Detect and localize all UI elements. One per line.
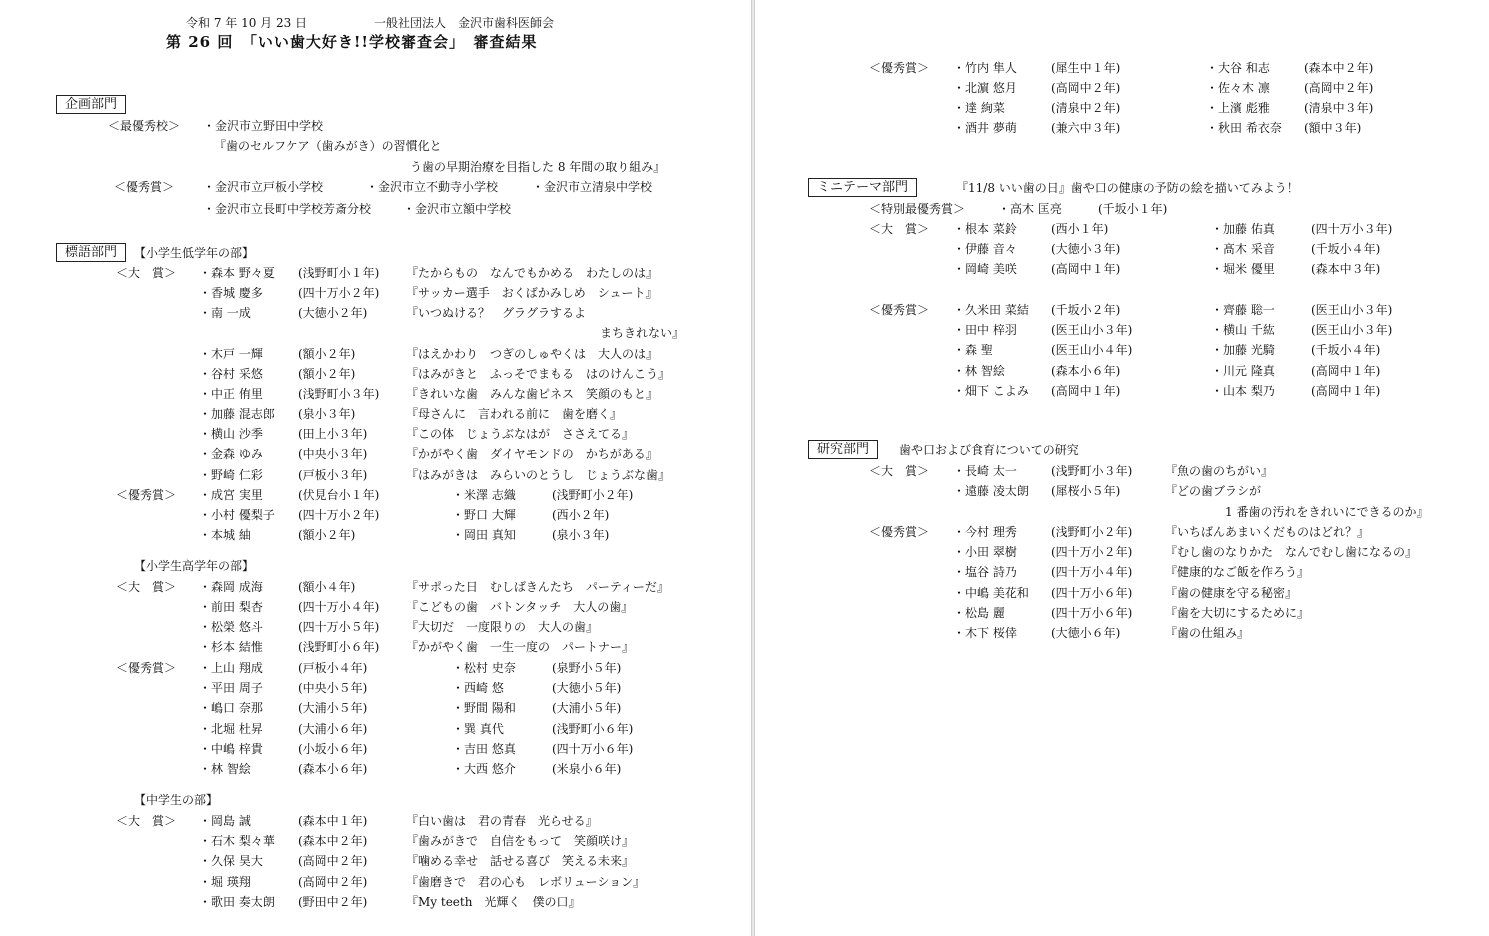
winner-school: (戸板小４年) <box>298 661 368 675</box>
winner-entry-title: 『かがやく歯 ダイヤモンドの かちがある』 <box>406 447 658 462</box>
winner-school: (森本小６年) <box>298 762 368 776</box>
winner-school: (高岡中２年) <box>298 874 368 889</box>
winner-entry-title: 『きれいな歯 みんな歯ピネス 笑顔のもと』 <box>406 386 659 401</box>
award-label-excellent: ＜優秀賞＞ <box>116 488 177 502</box>
winner-name: ・塩谷 詩乃 <box>953 565 1017 580</box>
winner-school: (四十万小６年) <box>1051 605 1133 620</box>
winner-school: (額小２年) <box>298 366 356 381</box>
winner-entry-title: 『はみがきは みらいのとうし じょうぶな歯』 <box>406 467 671 482</box>
winner-name: ・中正 侑里 <box>199 386 263 401</box>
winner-name: ・林 智絵 <box>199 762 251 776</box>
winner-name: ・大西 悠介 <box>452 762 516 776</box>
award-label-best-school: ＜最優秀校＞ <box>108 119 181 133</box>
winner-school: (額小２年) <box>298 528 356 543</box>
winner-name: ・杉本 結惟 <box>199 640 263 655</box>
winner-name: ・畑下 こよみ <box>953 383 1029 398</box>
section-box-kenkyu: 研究部門 <box>808 440 878 459</box>
winner-name: ・巽 真代 <box>452 721 504 736</box>
winner-school: (高岡中１年) <box>1311 383 1381 398</box>
winner-school: (浅野町小６年) <box>552 721 634 736</box>
award-label-excellent: ＜優秀賞＞ <box>114 180 175 194</box>
winner-entry-title: 『かがやく歯 一生一度の パートナー』 <box>406 640 635 655</box>
winner-name: ・堀 瑛翔 <box>199 874 251 889</box>
winner-name: ・北堀 杜昇 <box>199 721 263 736</box>
winner-school: (泉小３年) <box>552 528 610 543</box>
winner-name: ・加藤 光騎 <box>1211 343 1275 358</box>
winner-name: ・秋田 希衣奈 <box>1206 121 1282 135</box>
winner-name: ・加藤 混志郎 <box>199 407 275 422</box>
winner-name: ・久米田 菜結 <box>953 303 1029 317</box>
winner-school: (額小４年) <box>298 580 356 594</box>
winner-entry-title: 『歯を大切にするために』 <box>1165 605 1310 620</box>
winner-name: ・前田 梨杏 <box>199 600 263 615</box>
winner-name: ・成宮 実里 <box>199 488 263 502</box>
winner-entry-title: 『この体 じょうぶなはが ささえてる』 <box>406 427 635 442</box>
winner-name: ・齊藤 聡一 <box>1211 303 1275 317</box>
winner-school: (高岡中１年) <box>1311 363 1381 378</box>
winner-name: ・松島 麗 <box>953 605 1005 620</box>
winner-name: ・久保 昊大 <box>199 854 263 869</box>
winner-entry-title: 『どの歯ブラシが <box>1165 484 1262 499</box>
winner-school: (医王山小３年) <box>1311 323 1393 338</box>
winner-school: (千坂小４年) <box>1311 343 1381 358</box>
excellent-school: ・金沢市立不動寺小学校 <box>366 180 499 194</box>
award-label-special: ＜特別最優秀賞＞ <box>869 202 966 216</box>
winner-name: ・木戸 一輝 <box>199 346 263 361</box>
winner-school: (泉野小５年) <box>552 661 622 675</box>
winner-school: (野田中２年) <box>298 894 368 909</box>
winner-name: ・森岡 成海 <box>199 580 263 594</box>
winner-entry-title: 『サポった日 むしばきんたち パーティーだ』 <box>406 580 669 594</box>
winner-name: ・松村 史奈 <box>452 661 516 675</box>
winner-name: ・中嶋 美花和 <box>953 585 1029 600</box>
winner-school: (清泉中３年) <box>1304 101 1374 115</box>
document-title: 第 26 回 「いい歯大好き!!学校審査会」 審査結果 <box>166 33 538 51</box>
organizer-name: 一般社団法人 金沢市歯科医師会 <box>374 16 555 30</box>
award-label-grand: ＜大 賞＞ <box>869 464 930 478</box>
winner-school: (千坂小２年) <box>1051 303 1121 317</box>
winner-entry-title: 『歯の健康を守る秘密』 <box>1165 585 1298 600</box>
winner-entry-title: 『歯みがきで 自信をもって 笑顔咲け』 <box>406 834 635 849</box>
winner-school: (四十万小２年) <box>1051 545 1133 560</box>
award-label-excellent: ＜優秀賞＞ <box>869 303 930 317</box>
best-school-title-line2: う歯の早期治療を目指した 8 年間の取り組み』 <box>410 160 666 174</box>
winner-school: (四十万小４年) <box>298 600 380 615</box>
winner-name: ・小村 優梨子 <box>199 508 275 523</box>
winner-school: (医王山小３年) <box>1311 303 1393 317</box>
award-label-excellent: ＜優秀賞＞ <box>869 525 930 539</box>
winner-name: ・竹内 隼人 <box>953 61 1017 75</box>
winner-entry-title: 1 番歯の汚れをきれいにできるのか』 <box>1225 504 1429 519</box>
winner-name: ・今村 理秀 <box>953 525 1017 539</box>
winner-school: (高岡中２年) <box>1051 81 1121 95</box>
winner-name: ・本城 紬 <box>199 528 251 543</box>
section-box-hyogo: 標語部門 <box>56 243 126 262</box>
excellent-school: ・金沢市立長町中学校芳斎分校 <box>203 202 372 216</box>
page-right <box>754 0 1489 936</box>
winner-entry-title: 『噛める幸せ 話せる喜び 笑える未来』 <box>406 854 635 869</box>
winner-name: ・石木 梨々華 <box>199 834 275 849</box>
winner-name: ・山本 梨乃 <box>1211 383 1275 398</box>
winner-school: (森本中１年) <box>298 814 368 828</box>
winner-school: (四十万小４年) <box>1051 565 1133 580</box>
winner-name: ・米澤 志織 <box>452 488 516 502</box>
winner-school: (医王山小３年) <box>1051 323 1133 338</box>
winner-name: ・小田 翠樹 <box>953 545 1017 560</box>
winner-name: ・平田 周子 <box>199 681 263 696</box>
winner-name: ・酒井 夢萌 <box>953 121 1017 135</box>
mini-theme-title: 『11/8 いい歯の日』歯や口の健康の予防の絵を描いてみよう！ <box>956 181 1299 195</box>
best-school-title-line1: 『歯のセルフケア（歯みがき）の習慣化と <box>214 139 442 153</box>
winner-school: (大浦小６年) <box>298 721 368 736</box>
winner-name: ・香城 慶多 <box>199 286 263 301</box>
winner-entry-title: 『むし歯のなりかた なんでむし歯になるの』 <box>1165 545 1418 560</box>
winner-name: ・森 聖 <box>953 343 993 358</box>
winner-school: (高岡中１年) <box>1051 262 1121 277</box>
award-label-grand: ＜大 賞＞ <box>116 814 177 828</box>
winner-school: (浅野町小２年) <box>1051 525 1133 539</box>
winner-name: ・伊藤 音々 <box>953 242 1017 257</box>
winner-name: ・吉田 悠真 <box>452 741 516 756</box>
winner-entry-title: 『いちばんあまいくだものはどれ？』 <box>1165 525 1370 539</box>
winner-school: (浅野町小６年) <box>298 640 380 655</box>
winner-entry-title: 『白い歯は 君の青春 光らせる』 <box>406 814 598 828</box>
winner-school: (伏見台小１年) <box>298 488 380 502</box>
winner-name: ・長崎 太一 <box>953 464 1017 478</box>
winner-school: (中央小３年) <box>298 447 368 462</box>
winner-school: (浅野町小３年) <box>298 386 380 401</box>
excellent-school: ・金沢市立額中学校 <box>403 202 512 216</box>
winner-entry-title: 『サッカー選手 おくばかみしめ シュート』 <box>406 286 658 301</box>
winner-school: (浅野町小２年) <box>552 488 634 502</box>
winner-school: (犀桜小５年) <box>1051 484 1121 499</box>
winner-name: ・森本 野々夏 <box>199 266 275 280</box>
winner-school: (森本小６年) <box>1051 363 1121 378</box>
winner-school: (浅野町小１年) <box>298 266 380 280</box>
winner-entry-title: 『健康的なご飯を作ろう』 <box>1165 565 1310 580</box>
winner-name: ・木下 桜倖 <box>953 626 1017 640</box>
winner-name: ・佐々木 凛 <box>1206 81 1270 95</box>
winner-entry-title: 『はみがきと ふっそでまもる はのけんこう』 <box>406 366 671 381</box>
award-label-grand: ＜大 賞＞ <box>116 580 177 594</box>
award-label-excellent: ＜優秀賞＞ <box>116 661 177 675</box>
special-winner-name: ・高木 匡亮 <box>998 202 1062 216</box>
research-theme: 歯や口および食育についての研究 <box>899 443 1079 457</box>
winner-entry-title: 『歯の仕組み』 <box>1165 626 1250 640</box>
winner-school: (米泉小６年) <box>552 762 622 776</box>
winner-entry-title: 『歯磨きで 君の心も レボリューション』 <box>406 874 646 889</box>
winner-school: (大浦小５年) <box>298 701 368 716</box>
winner-name: ・遠藤 凌太朗 <box>953 484 1029 499</box>
winner-entry-title: 『こどもの歯 バトンタッチ 大人の歯』 <box>406 600 634 615</box>
winner-school: (小坂小６年) <box>298 741 368 756</box>
winner-school: (高岡中２年) <box>298 854 368 869</box>
winner-name: ・中嶋 梓貴 <box>199 741 263 756</box>
winner-school: (四十万小２年) <box>298 508 380 523</box>
winner-name: ・髙木 采音 <box>1211 242 1275 257</box>
award-label-grand: ＜大 賞＞ <box>869 222 930 236</box>
winner-name: ・金森 ゆみ <box>199 447 263 462</box>
winner-name: ・松榮 悠斗 <box>199 620 263 635</box>
winner-entry-title: まちきれない』 <box>600 326 685 341</box>
winner-name: ・西崎 悠 <box>452 681 504 696</box>
winner-school: (大浦小５年) <box>552 701 622 716</box>
winner-name: ・北濵 悠月 <box>953 81 1017 95</box>
winner-name: ・林 智絵 <box>953 363 1005 378</box>
document-date: 令和 7 年 10 月 23 日 <box>186 16 308 30</box>
winner-school: (千坂小４年) <box>1311 242 1381 257</box>
winner-name: ・上濱 彪雅 <box>1206 101 1270 115</box>
winner-school: (大徳小６年) <box>1051 626 1121 640</box>
winner-school: (医王山小４年) <box>1051 343 1133 358</box>
award-label-excellent: ＜優秀賞＞ <box>869 61 930 75</box>
winner-school: (浅野町小３年) <box>1051 464 1133 478</box>
winner-name: ・野口 大輝 <box>452 508 516 523</box>
winner-school: (森本中２年) <box>298 834 368 849</box>
winner-school: (兼六中３年) <box>1051 121 1121 135</box>
winner-school: (中央小５年) <box>298 681 368 696</box>
winner-name: ・加藤 佑真 <box>1211 222 1275 236</box>
winner-school: (四十万小２年) <box>298 286 380 301</box>
winner-name: ・歌田 奏太朗 <box>199 894 275 909</box>
winner-school: (額中３年) <box>1304 121 1362 135</box>
winner-school: (高岡中１年) <box>1051 383 1121 398</box>
winner-school: (高岡中２年) <box>1304 81 1374 95</box>
excellent-school: ・金沢市立戸板小学校 <box>203 180 324 194</box>
winner-school: (大徳小５年) <box>552 681 622 696</box>
winner-name: ・根本 菜鈴 <box>953 222 1017 236</box>
winner-name: ・田中 梓羽 <box>953 323 1017 338</box>
subsection-heading-low: 【小学生低学年の部】 <box>134 246 255 260</box>
subsection-heading-high: 【小学生高学年の部】 <box>134 559 255 573</box>
winner-name: ・嶋口 奈那 <box>199 701 263 716</box>
winner-name: ・岡島 誠 <box>199 814 251 828</box>
excellent-school: ・金沢市立清泉中学校 <box>532 180 653 194</box>
winner-name: ・南 一成 <box>199 306 251 321</box>
winner-school: (四十万小３年) <box>1311 222 1393 236</box>
winner-school: (清泉中２年) <box>1051 101 1121 115</box>
winner-entry-title: 『はえかわり つぎのしゅやくは 大人のは』 <box>406 346 659 361</box>
winner-school: (犀生中１年) <box>1051 61 1121 75</box>
winner-name: ・谷村 采悠 <box>199 366 263 381</box>
winner-name: ・川元 隆真 <box>1211 363 1275 378</box>
winner-school: (戸板小３年) <box>298 467 368 482</box>
subsection-heading-middle: 【中学生の部】 <box>134 793 219 807</box>
best-school-name: ・金沢市立野田中学校 <box>203 119 324 133</box>
winner-name: ・大谷 和志 <box>1206 61 1270 75</box>
special-winner-school: (千坂小１年) <box>1098 202 1168 216</box>
winner-name: ・岡崎 美咲 <box>953 262 1017 277</box>
section-box-mini-theme: ミニテーマ部門 <box>808 178 917 197</box>
winner-school: (四十万小５年) <box>298 620 380 635</box>
winner-school: (額小２年) <box>298 346 356 361</box>
winner-name: ・岡田 真知 <box>452 528 516 543</box>
winner-entry-title: 『大切だ 一度限りの 大人の歯』 <box>406 620 599 635</box>
winner-name: ・横山 千紘 <box>1211 323 1275 338</box>
winner-school: (田上小３年) <box>298 427 368 442</box>
winner-school: (泉小３年) <box>298 407 356 422</box>
winner-entry-title: 『My teeth 光輝く 僕の口』 <box>406 894 581 909</box>
winner-school: (大徳小２年) <box>298 306 368 321</box>
winner-school: (森本中３年) <box>1311 262 1381 277</box>
winner-entry-title: 『いつぬける？ グラグラするよ <box>406 306 587 321</box>
winner-entry-title: 『たからもの なんでもかめる わたしのは』 <box>406 266 659 280</box>
winner-name: ・野崎 仁彩 <box>199 467 263 482</box>
winner-name: ・達 絢菜 <box>953 101 1005 115</box>
winner-school: (西小１年) <box>1051 222 1109 236</box>
winner-school: (四十万小６年) <box>552 741 634 756</box>
winner-school: (大徳小３年) <box>1051 242 1121 257</box>
section-box-kikaku: 企画部門 <box>56 95 126 114</box>
winner-entry-title: 『母さんに 言われる前に 歯を磨く』 <box>406 407 623 422</box>
winner-name: ・野間 陽和 <box>452 701 516 716</box>
winner-name: ・堀米 優里 <box>1211 262 1275 277</box>
winner-entry-title: 『魚の歯のちがい』 <box>1165 464 1274 478</box>
award-label-grand: ＜大 賞＞ <box>116 266 177 280</box>
winner-school: (四十万小６年) <box>1051 585 1133 600</box>
winner-school: (森本中２年) <box>1304 61 1374 75</box>
winner-school: (西小２年) <box>552 508 610 523</box>
winner-name: ・上山 翔成 <box>199 661 263 675</box>
winner-name: ・横山 沙季 <box>199 427 263 442</box>
